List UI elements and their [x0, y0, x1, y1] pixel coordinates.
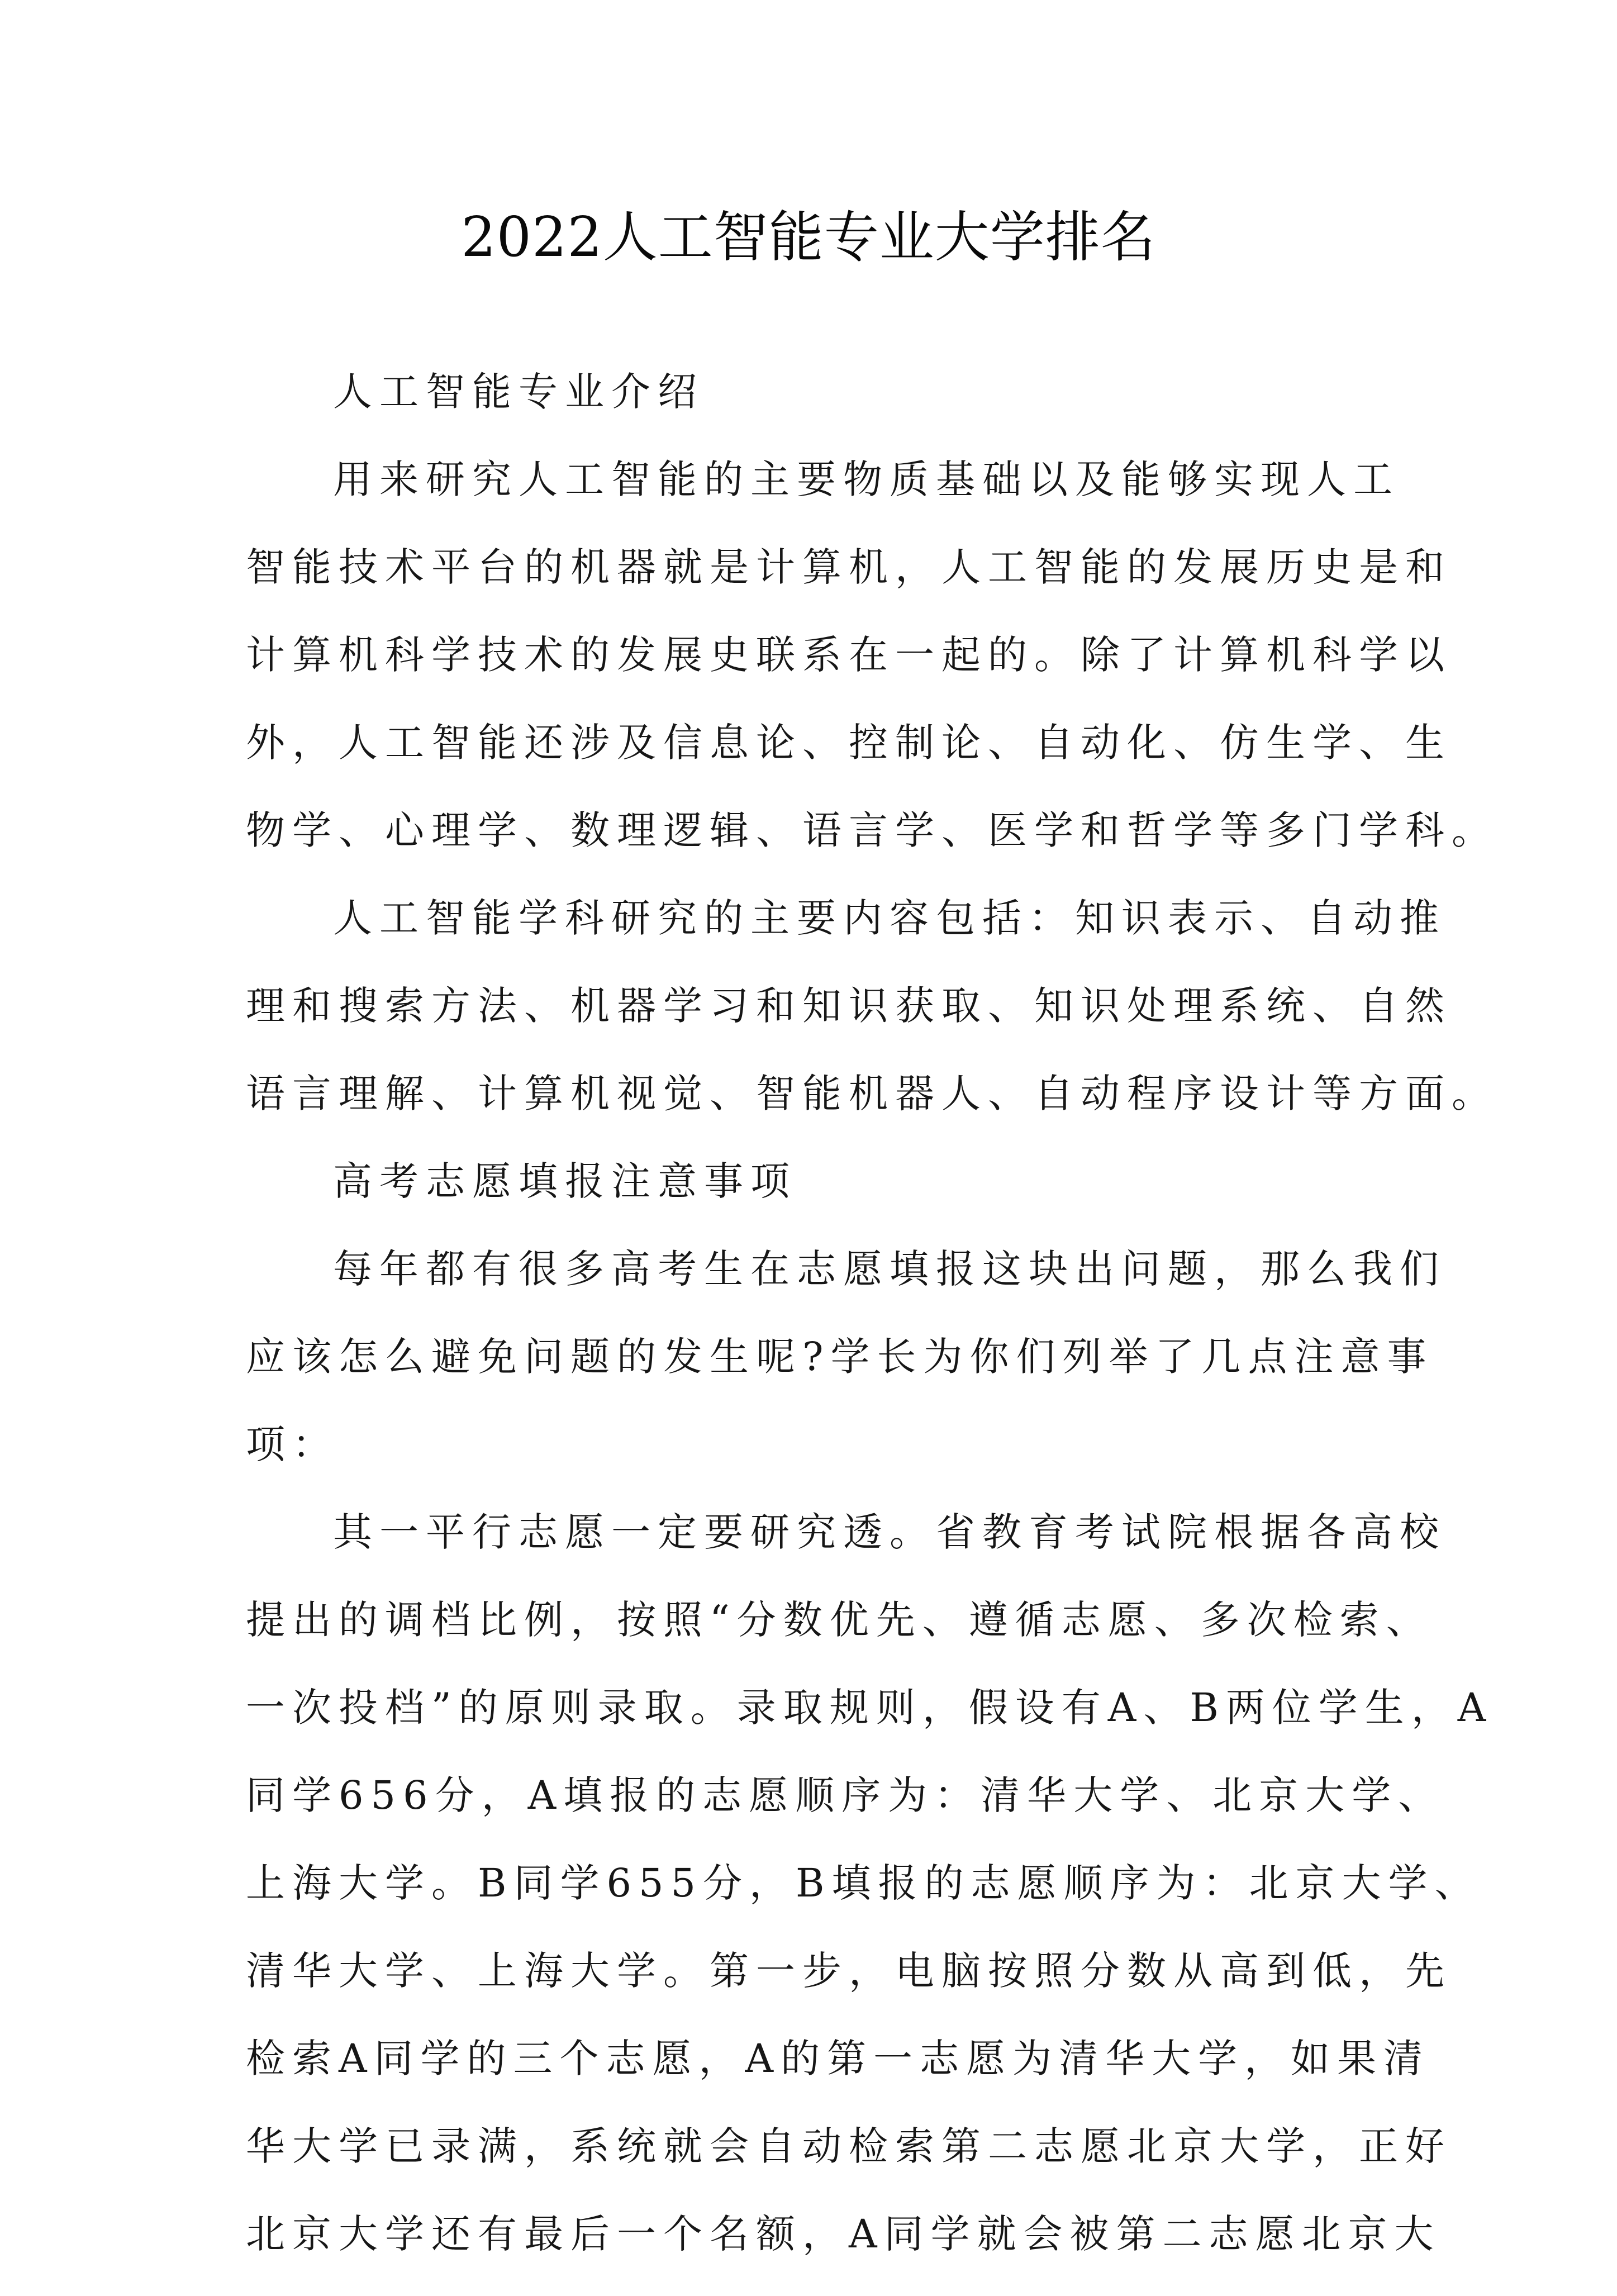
paragraph-line: 每年都有很多高考生在志愿填报这块出问题，那么我们 [333, 1246, 1446, 1292]
paragraph-line: 计算机科学技术的发展史联系在一起的。除了计算机科学以 [246, 632, 1452, 678]
paragraph-line: 提出的调档比例，按照“分数优先、遵循志愿、多次检索、 [246, 1597, 1433, 1643]
paragraph-line: 外，人工智能还涉及信息论、控制论、自动化、仿生学、生 [246, 720, 1452, 766]
paragraph-line: 智能技术平台的机器就是计算机，人工智能的发展历史是和 [246, 544, 1452, 590]
paragraph-line: 应该怎么避免问题的发生呢?学长为你们列举了几点注意事 [246, 1334, 1434, 1380]
paragraph-line: 人工智能学科研究的主要内容包括：知识表示、自动推 [333, 895, 1446, 941]
paragraph-line: 华大学已录满，系统就会自动检索第二志愿北京大学，正好 [246, 2123, 1452, 2169]
paragraph-line: 一次投档”的原则录取。录取规则，假设有A、B两位学生，A [246, 1685, 1494, 1731]
paragraph-line: 北京大学还有最后一个名额，A同学就会被第二志愿北京大 [246, 2211, 1441, 2257]
paragraph-line: 上海大学。B同学655分，B填报的志愿顺序为：北京大学、 [246, 1860, 1481, 1906]
document-body [246, 366, 1498, 2296]
paragraph-line: 语言理解、计算机视觉、智能机器人、自动程序设计等方面。 [246, 1071, 1498, 1116]
section-heading-ai-intro: 人工智能专业介绍 [333, 369, 704, 415]
paragraph-line: 物学、心理学、数理逻辑、语言学、医学和哲学等多门学科。 [246, 807, 1498, 853]
paragraph-line: 同学656分，A填报的志愿顺序为：清华大学、北京大学、 [246, 1772, 1445, 1818]
paragraph-line: 理和搜索方法、机器学习和知识获取、知识处理系统、自然 [246, 983, 1452, 1029]
paragraph-line: 用来研究人工智能的主要物质基础以及能够实现人工 [333, 457, 1400, 502]
paragraph-line: 检索A同学的三个志愿，A的第一志愿为清华大学，如果清 [246, 2036, 1430, 2081]
paragraph-line: 清华大学、上海大学。第一步，电脑按照分数从高到低，先 [246, 1948, 1452, 1994]
paragraph-line: 其一平行志愿一定要研究透。省教育考试院根据各高校 [333, 1509, 1446, 1555]
document-title: 2022人工智能专业大学排名 [461, 206, 1156, 269]
section-heading-application-notes: 高考志愿填报注意事项 [333, 1158, 797, 1204]
paragraph-line: 项： [246, 1422, 339, 1467]
